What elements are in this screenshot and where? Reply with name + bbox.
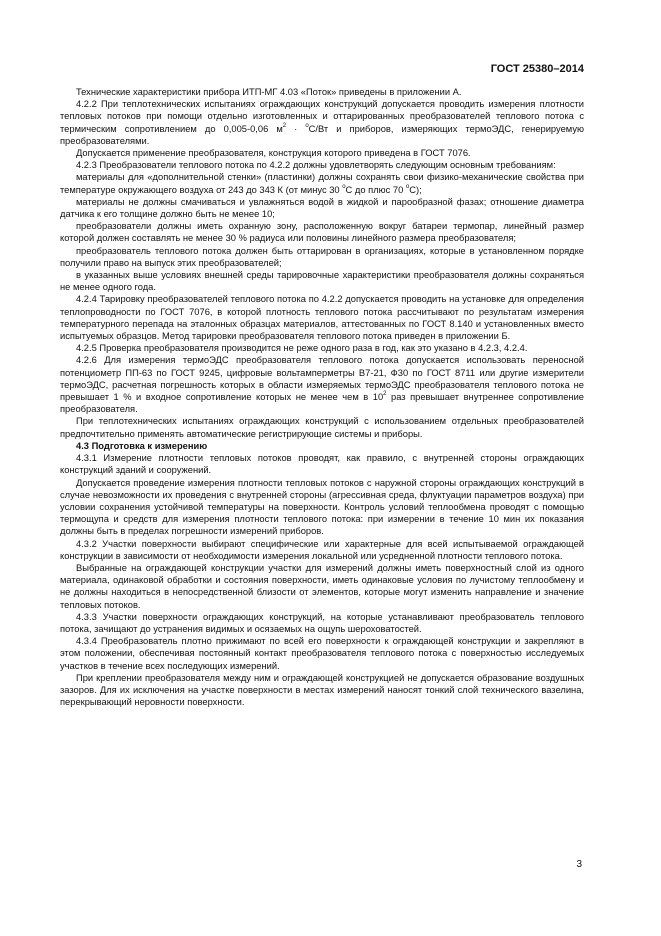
paragraph: в указанных выше условиях внешней среды тарировочные характеристики преобразователя должны сохраняться не менее одного года. [60, 270, 584, 293]
paragraph: материалы не должны смачиваться и увлажняться водой в жидкой и парообразной фазах; отношение диаметра датчика к его толщине должно быть не менее 10; [60, 196, 584, 220]
paragraph: материалы для «дополнительной стенки» (пластинки) должны сохранять свои физико-механические свойства при температуре окружающего воздуха от 243 до 343 К (от минус 30 $^о$С до плюс 70 $^о$С); [60, 172, 584, 195]
paragraph: При креплении преобразователя между ним и ограждающей конструкцией не допускается образование воздушных зазоров. Для их исключения на участке поверхности в местах измерений наносят тонкий слой технического вазелина, перекрывающий неровности поверхности. [60, 672, 584, 708]
page-number: 3 [576, 859, 582, 870]
paragraph: 4.3.4 Преобразователь плотно прижимают по всей его поверхности к ограждающей конструкции и закрепляют в этом положении, обеспечивая постоянный контакт преобразователя теплового потока с поверхностью исследуемых участков в течение всех последующих измерений. [60, 636, 584, 671]
section-heading: 4.3 Подготовка к измерению [76, 440, 208, 451]
paragraph: преобразователи должны иметь охранную зону, расположенную вокруг батареи термопар, линейный размер которой должен составлять не менее 30 % радиуса или половины линейного размера преобразователя; [60, 221, 584, 244]
paragraph: 4.3.3 Участки поверхности ограждающих конструкций, на которые устанавливают преобразователь теплового потока, зачищают до устранения видимых и осязаемых на ощупь шероховатостей. [60, 611, 584, 634]
paragraph: 4.2.3 Преобразователи теплового потока по 4.2.2 должны удовлетворять следующим основным требованиям: [76, 160, 556, 171]
paragraph: 4.2.6 Для измерения термоЭДС преобразователя теплового потока допускается использовать переносной потенциометр ПП-63 по ГОСТ 9245, цифровые вольтамперметры В7-21, Ф30 по ГОСТ 8711 или другие измерители термоЭДС, расчетная погрешность которых в области измеряемых термоЭДС преобразователя теплового потока не превышает 1 % и входное сопротивление которых не менее чем в $10^2$ раз превышает внутреннее сопротивление преобразователя. [60, 355, 584, 415]
paragraph: Технические характеристики прибора ИТП-МГ 4.03 «Поток» приведены в приложении А. [76, 87, 462, 97]
paragraph: При теплотехнических испытаниях ограждающих конструкций с использованием отдельных преобразователей предпочтительно применять автоматические регистрирующие системы и приборы. [60, 416, 584, 439]
paragraph: 4.2.5 Проверка преобразователя производится не реже одного раза в год, как это указано в 4.2.3, 4.2.4. [76, 343, 528, 354]
paragraph: 4.3.2 Участки поверхности выбирают специфические или характерные для всей испытываемой ограждающей конструкции в зависимости от необходимости измерения локальной или усредненной плотности теплового потока. [60, 538, 584, 561]
paragraph: преобразователь теплового потока должен быть оттарирован в организациях, которые в установленном порядке получили право на выпуск этих преобразователей; [60, 245, 584, 268]
paragraph: 4.2.4 Тарировку преобразователей теплового потока по 4.2.2 допускается проводить на установке для определения теплопроводности по ГОСТ 7076, в которой плотность теплового потока рассчитывают по результатам измерения температурного перепада на эталонных образцах материалов, аттестованных по ГОСТ 8.140 и установленных вместо испытуемых образцов. Метод тарировки преобразователя теплового потока приведен в приложении Б. [60, 294, 584, 342]
paragraph: 4.2.2 При теплотехнических испытаниях ограждающих конструкций допускается проводить измерения плотности тепловых потоков при помощи отдельно изготовленных и оттарированных преобразователей теплового потока с термическим сопротивлением до 0,005-0,06 $м^2 \cdot ^оС/Вт$ и приборов, измеряющих термоЭДС, генерируемую преобразователями. [60, 99, 584, 146]
paragraph: Допускается применение преобразователя, конструкция которого приведена в ГОСТ 7076. [76, 148, 471, 159]
paragraph: 4.3.1 Измерение плотности тепловых потоков проводят, как правило, с внутренней стороны ограждающих конструкций зданий и сооружений. [60, 453, 584, 476]
paragraph: Допускается проведение измерения плотности тепловых потоков с наружной стороны ограждающих конструкций в случае невозможности их проведения с внутренней стороны (агрессивная среда, флуктуации параметров воздуха) при условии сохранения устойчивой температуры на поверхности. Контроль условий теплообмена проводят с помощью термощупа и средств для измерения плотности теплового потока: при измерении в течение 10 мин их показания должны быть в пределах погрешности измерений приборов. [60, 477, 584, 537]
document-body [60, 86, 584, 708]
paragraph: Выбранные на ограждающей конструкции участки для измерений должны иметь поверхностный слой из одного материала, одинаковой обработки и состояния поверхности, иметь одинаковые условия по лучистому теплообмену и не должны находиться в непосредственной близости от элементов, которые могут изменить направление и значение тепловых потоков. [60, 562, 584, 610]
document-code: ГОСТ 25380–2014 [490, 63, 584, 75]
